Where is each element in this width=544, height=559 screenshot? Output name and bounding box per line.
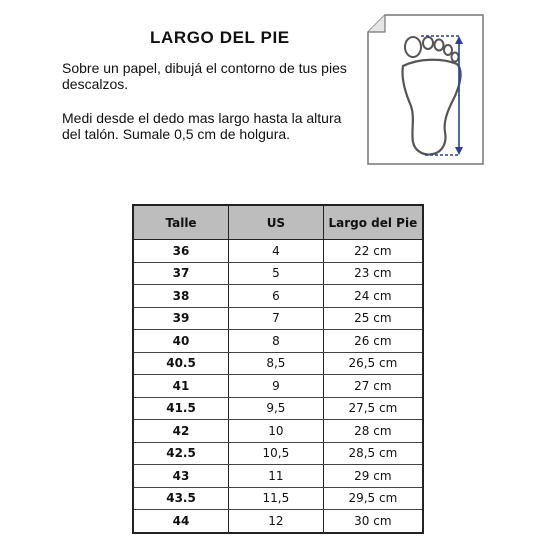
- size-chart-table: [132, 204, 424, 534]
- cell-us: 8: [229, 330, 324, 353]
- cell-us: 11,5: [229, 487, 324, 510]
- cell-us: 6: [229, 285, 324, 308]
- cell-talle: 42.5: [133, 442, 229, 465]
- cell-talle: 36: [133, 240, 229, 263]
- cell-largo: 28,5 cm: [323, 442, 423, 465]
- table-row: [133, 442, 423, 465]
- cell-talle: 43.5: [133, 487, 229, 510]
- table-row: [133, 420, 423, 443]
- cell-us: 5: [229, 262, 324, 285]
- cell-largo: 23 cm: [323, 262, 423, 285]
- cell-us: 8,5: [229, 352, 324, 375]
- cell-us: 11: [229, 465, 324, 488]
- cell-largo: 22 cm: [323, 240, 423, 263]
- cell-largo: 27 cm: [323, 375, 423, 398]
- page-title: LARGO DEL PIE: [150, 28, 290, 47]
- table-row: [133, 262, 423, 285]
- foot-outline-icon: [367, 14, 484, 165]
- cell-us: 10,5: [229, 442, 324, 465]
- column-header-talle: Talle: [133, 205, 229, 240]
- cell-largo: 29 cm: [323, 465, 423, 488]
- cell-talle: 40.5: [133, 352, 229, 375]
- cell-us: 10: [229, 420, 324, 443]
- cell-us: 12: [229, 510, 324, 533]
- table-row: [133, 375, 423, 398]
- cell-largo: 24 cm: [323, 285, 423, 308]
- table-row: [133, 330, 423, 353]
- cell-largo: 28 cm: [323, 420, 423, 443]
- table-row: [133, 240, 423, 263]
- cell-talle: 38: [133, 285, 229, 308]
- table-row: [133, 487, 423, 510]
- cell-talle: 44: [133, 510, 229, 533]
- foot-measure-illustration: [367, 14, 484, 165]
- cell-talle: 42: [133, 420, 229, 443]
- cell-talle: 43: [133, 465, 229, 488]
- cell-largo: 26,5 cm: [323, 352, 423, 375]
- size-table: [132, 204, 424, 534]
- cell-largo: 29,5 cm: [323, 487, 423, 510]
- cell-largo: 26 cm: [323, 330, 423, 353]
- instruction-measure: Medi desde el dedo mas largo hasta la altura del talón. Sumale 0,5 cm de holgura.: [62, 110, 342, 142]
- cell-talle: 40: [133, 330, 229, 353]
- cell-talle: 41.5: [133, 397, 229, 420]
- table-row: [133, 510, 423, 533]
- cell-us: 4: [229, 240, 324, 263]
- table-row: [133, 307, 423, 330]
- cell-largo: 27,5 cm: [323, 397, 423, 420]
- cell-talle: 37: [133, 262, 229, 285]
- cell-talle: 41: [133, 375, 229, 398]
- column-header-us: US: [229, 205, 324, 240]
- instruction-draw: Sobre un papel, dibujá el contorno de tus pies descalzos.: [62, 60, 347, 92]
- table-row: [133, 285, 423, 308]
- cell-largo: 30 cm: [323, 510, 423, 533]
- column-header-largo: Largo del Pie: [323, 205, 423, 240]
- cell-us: 7: [229, 307, 324, 330]
- cell-us: 9: [229, 375, 324, 398]
- table-row: [133, 397, 423, 420]
- cell-us: 9,5: [229, 397, 324, 420]
- cell-largo: 25 cm: [323, 307, 423, 330]
- table-row: [133, 465, 423, 488]
- table-header-row: [133, 205, 423, 240]
- cell-talle: 39: [133, 307, 229, 330]
- table-row: [133, 352, 423, 375]
